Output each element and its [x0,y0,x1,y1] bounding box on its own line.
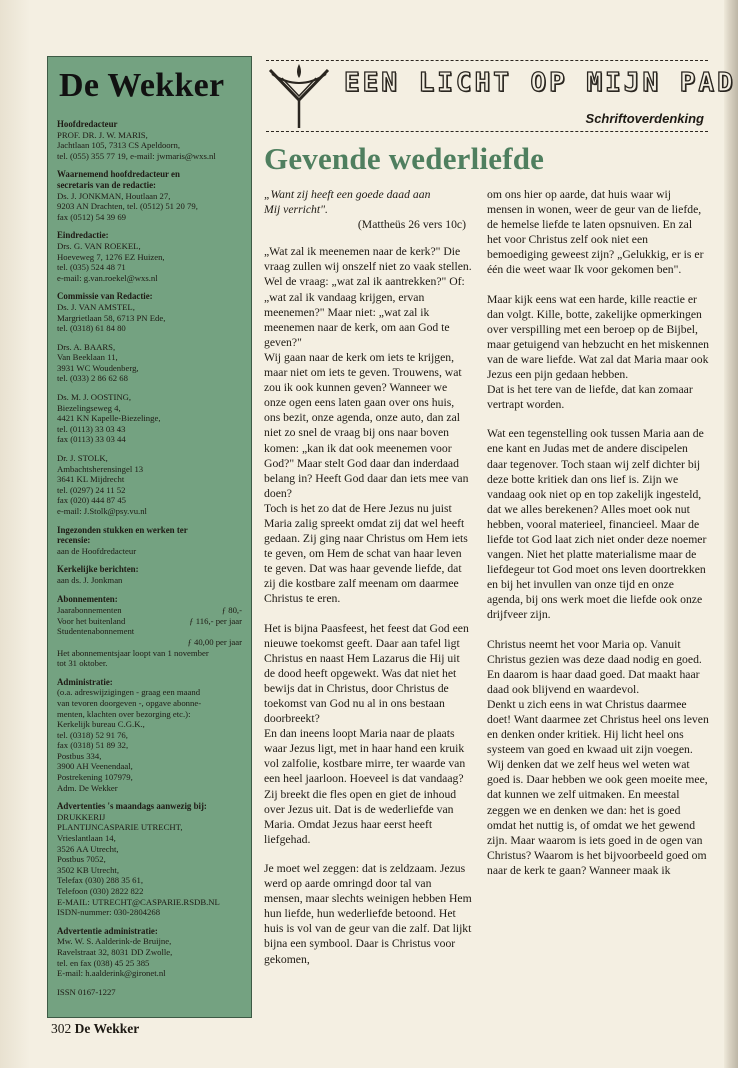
colophon-line: aan de Hoofdredacteur [57,545,137,556]
price-row [57,605,242,616]
colophon-block [57,926,242,979]
price-row [57,637,242,648]
colophon-line: tel. (0318) 61 84 80 [57,323,126,334]
colophon-line: tel. (0113) 33 03 43 [57,423,126,434]
colophon-line: Drs. G. VAN ROEKEL, [57,240,141,251]
scripture-quote-line: „Want zij heeft een goede daad aan [264,188,431,201]
colophon-heading: Ingezonden stukken en werken ter [57,524,188,535]
colophon-line: Ds. J. VAN AMSTEL, [57,301,135,312]
colophon-heading: Eindredactie: [57,230,109,241]
colophon-line: Mw. W. S. Aalderink-de Bruijne, [57,936,172,947]
colophon-line: Dr. J. STOLK, [57,453,108,464]
colophon-heading: Kerkelijke berichten: [57,564,139,575]
colophon-block [57,119,242,161]
colophon-line: tel. (033) 2 86 62 68 [57,373,128,384]
article-paragraph: Maar kijk eens wat een harde, kille reactie er dan volgt. Kille, botte, zakelijke opmerkingen over verspilling met een beroep op de Bijbel, maar getuigend van hebzucht en het miskennen van de ware liefde. Wat zal dat Maria maar ook Jezus een pijn gedaan hebben. [487,292,709,382]
page-number: 302 [51,1021,72,1036]
colophon-blocks [57,119,242,997]
colophon-line: (o.a. adreswijzigingen - graag een maand [57,687,201,698]
colophon-line: Postbus 334, [57,750,102,761]
article-paragraph: Christus neemt het voor Maria op. Vanuit Christus gezien was deze daad nodig en goed. En daarom is haar daad goed. Dat maakt haar daad ook blijvend en waardevol. [487,637,702,696]
colophon-line: menten, klachten over bezorging etc.): [57,708,191,719]
article-paragraph: „Wat zal ik meenemen naar de kerk?" Die vraag zullen wij onszelf niet zo vaak stellen. Wel de vraag: „wat zal ik aantrekken?" Of: „wat zal ik vandaag krijgen, ervan meenemen?" Maar niet: „wat zal ik meenemen naar de kerk, om aan God te geven?" [264,245,472,349]
colophon-line: PLANTIJNCASPARIE UTRECHT, [57,822,183,833]
header-dashed-rule-bottom [266,131,708,132]
article-title: Gevende wederliefde [264,141,545,176]
colophon-line: tel. (0318) 52 91 76, [57,729,128,740]
colophon-line: e-mail: J.Stolk@psy.vu.nl [57,506,147,516]
colophon-line: Telefax (030) 288 35 61, [57,875,144,886]
price-label: Studentenabonnement [57,626,135,637]
lamp-book-icon [264,64,334,134]
article-column-right [487,187,709,892]
price-value: ƒ 116,- per jaar [189,615,242,626]
series-title: EEN LICHT OP MIJN PAD [344,68,736,98]
colophon-block [57,392,242,445]
colophon-line: Het abonnementsjaar loopt van 1 november [57,647,209,658]
scripture-quote-line: Mij verricht". [264,203,328,217]
price-row [57,626,242,637]
colophon-line: tel. (055) 355 77 19, e-mail: jwmaris@wxs.nl [57,150,216,161]
header-dashed-rule-top [266,60,708,61]
colophon-line: Vrieslantlaan 14, [57,833,116,844]
colophon-line: Ambachtsherensingel 13 [57,463,144,474]
article-paragraph: Zij breekt die fles open en giet de inhoud over Jezus uit. Dat is de wederliefde van Maria. Omdat Jezus haar eerst heeft liefgehad. [264,787,457,846]
magazine-title: De Wekker [59,67,225,104]
article-paragraph: Toch is het zo dat de Here Jezus nu juist Maria zalig spreekt omdat zij dat wel heeft gedaan. Zij ging naar Christus om Hem iets te geven, om Hem de schat van haar leven te geven. Dat was haar gevende liefde, dat zij die kostbare zalf meenam om daarmee Christus te eren. [264,501,468,606]
colophon-line: fax (0512) 54 39 69 [57,211,127,222]
colophon-line: Ravelstraat 32, 8031 DD Zwolle, [57,946,173,957]
article-paragraph: Wat een tegenstelling ook tussen Maria aan de ene kant en Judas met de andere discipelen daar tegenover. Toch staan wij zelf dichter bij deze botte kritiek dan ons lief is. Zijn we vandaag ook niet op en top zakelijk ingesteld, dat we alles berekenen? Alles moet ook nut hebben, vooral materieel, financieel. Maar de liefde tot God laat zich niet onder deze noemer vangen. Niet het platte materialisme maar de liefdegeur tot God moet ons leven doortrekken en bij het invullen van onze tijd en onze agenda, bij ons werk moet die liefde ook onze drijfveer zijn. [487,427,707,622]
colophon-heading: recensie: [57,535,91,546]
colophon-block [57,169,242,222]
colophon-block [57,677,242,794]
colophon-line: fax (0113) 33 03 44 [57,434,126,445]
colophon-line: Biezelingseweg 4, [57,402,121,413]
article-paragraph: Dat is het tere van de liefde, dat kan zomaar vertrapt worden. [487,383,693,412]
colophon-heading: Commissie van Redactie: [57,291,153,302]
colophon-heading: Hoofdredacteur [57,119,118,129]
colophon-line: 3502 KB Utrecht, [57,864,120,875]
colophon-line: fax (020) 444 87 45 [57,495,127,506]
colophon-heading: Advertenties 's maandags aanwezig bij: [57,801,207,812]
colophon-line: tel. (0297) 24 11 52 [57,484,126,495]
article-column-left [264,187,472,981]
article-paragraph: Je moet wel zeggen: dat is zeldzaam. Jezus werd op aarde omringd door tal van mensen, maar slechts weinigen hebben Hem hun liefde, hun wederliefde betoond. Het huis is vol van de geur van die zalf. Dat lijkt bijna een symbool. Daar is Christus voor gekomen, [264,861,472,966]
colophon-line: Ds. M. J. OOSTING, [57,392,132,403]
colophon-heading: Waarnemend hoofdredacteur en [57,169,180,180]
colophon-line: Drs. A. BAARS, [57,341,116,352]
colophon-block [57,594,242,669]
page-footer [51,1021,139,1037]
price-value: ƒ 40,00 per jaar [187,636,242,647]
page-edge [724,0,738,1068]
colophon-line: Adm. De Wekker [57,782,118,793]
footer-magazine-name: De Wekker [74,1021,140,1036]
article-paragraph: Wij gaan naar de kerk om iets te krijgen, maar niet om iets te geven. Trouwens, wat zou ik ook kunnen geven? Wanneer we onze ogen eens laten gaan over ons huis, ons bezit, onze agenda, onze auto, dan zal niet zo snel de vraag bij ons naar boven komen: „kan ik dat ook meenemen voor God?" Maar stelt God daar dan inderdaad belang in? Heeft God daar dan iets mee van doen? [264,350,469,500]
colophon-block [57,453,242,517]
colophon-line: 3931 WC Woudenberg, [57,362,139,373]
colophon-line: e-mail: g.van.roekel@wxs.nl [57,272,158,283]
colophon-line: tel. en fax (038) 45 25 385 [57,957,150,968]
colophon-line: PROF. DR. J. W. MARIS, [57,129,148,140]
price-label: Voor het buitenland [57,615,126,626]
colophon-heading: Abonnementen: [57,593,118,604]
colophon-heading: secretaris van de redactie: [57,179,156,190]
colophon-heading: Advertentie administratie: [57,925,158,936]
price-label: Jaarabonnementen [57,605,122,616]
colophon-line: tel. (035) 524 48 71 [57,262,126,273]
colophon-line: E-MAIL: UTRECHT@CASPARIE.RSDB.NL [57,896,220,907]
colophon-line: fax (0318) 51 89 32, [57,740,129,751]
colophon-block [57,801,242,918]
colophon-line: DRUKKERIJ [57,811,106,822]
article-paragraph: En dan ineens loopt Maria naar de plaats waar Jezus ligt, met in haar hand een kruik vol zalfolie, kostbare mirre, ter waarde van een heel jaarloon. Hoeveel is dat vandaag? [264,727,466,786]
article-paragraph: Het is bijna Paasfeest, het feest dat God een nieuwe toekomst geeft. Daar aan tafel ligt Christus en naast Hem Lazarus die Hij uit de dood heeft opgewekt. Was dat niet het bewijs dat in Christus, door Christus de toekomst van God nu al in ons bestaan doorbreekt? [264,621,469,726]
colophon-block [57,230,242,283]
colophon-block [57,291,242,333]
colophon-line: 4421 KN Kapelle-Biezelinge, [57,413,161,424]
colophon-heading: Administratie: [57,676,113,687]
colophon-line: Ds. J. JONKMAN, Houtlaan 27, [57,190,171,201]
section-label: Schriftoverdenking [585,111,704,126]
colophon-line: 3900 AH Veenendaal, [57,761,133,772]
colophon-line: Postbus 7052, [57,854,106,865]
colophon-line: ISSN 0167-1227 [57,986,116,997]
colophon-line: 3641 KL Mijdrecht [57,474,125,485]
page-gutter-shade [0,0,30,1068]
colophon-line: Margrietlaan 58, 6713 PN Ede, [57,312,166,323]
price-value: ƒ 80,- [221,605,242,616]
colophon-line: Telefoon (030) 2822 822 [57,886,144,896]
colophon-line: Postrekening 107979, [57,772,133,783]
colophon-line: ISDN-nummer: 030-2804268 [57,907,161,918]
colophon-line: Van Beeklaan 11, [57,352,118,363]
article-paragraph: om ons hier op aarde, dat huis waar wij mensen in wonen, weer de geur van de liefde, de hemelse liefde te laten opsnuiven. En zal het voor Christus zelf ook niet een bemoediging geweest zijn? „Gelukkig, er is er één die weet waar Ik voor gekomen ben". [487,188,704,277]
colophon-line: 3526 AA Utrecht, [57,843,119,854]
colophon-sidebar [47,56,252,1018]
scripture-reference: (Mattheüs 26 vers 10c) [357,218,466,232]
colophon-line: aan ds. J. Jonkman [57,574,123,585]
colophon-block [57,987,242,998]
colophon-line: Jachtlaan 105, 7313 CS Apeldoorn, [57,140,181,151]
colophon-line: van tevoren doorgeven -, opgave abonne- [57,697,202,708]
colophon-line: E-mail: h.aalderink@gironet.nl [57,968,166,979]
article-paragraph: Denkt u zich eens in wat Christus daarmee doet! Want daarmee zet Christus heel ons leven en denken onder kritiek. Hij licht heel ons systeem van goed en kwaad uit zijn voegen. Wij denken dat we zelf heus wel weten wat goed is. Daar hebben we ook geen moeite mee, dat kunnen we zelf uitmaken. En meestal zeggen we en denken we dan: het is goed omdat het nuttig is, of omdat we het gewend zijn. Maar waarom is iets goed in de ogen van Christus? Waarom is het bijvoorbeeld goed om naar de kerk te gaan? Wanneer maak ik [487,697,709,877]
subscription-prices [57,605,242,647]
colophon-block [57,342,242,384]
colophon-line: Hoeveweg 7, 1276 EZ Huizen, [57,251,165,262]
colophon-block [57,525,242,557]
colophon-line: 9203 AN Drachten, tel. (0512) 51 20 79, [57,201,198,212]
colophon-block [57,564,242,585]
colophon-line: Kerkelijk bureau C.G.K., [57,719,145,730]
price-row [57,616,242,627]
colophon-line: tot 31 oktober. [57,658,108,669]
